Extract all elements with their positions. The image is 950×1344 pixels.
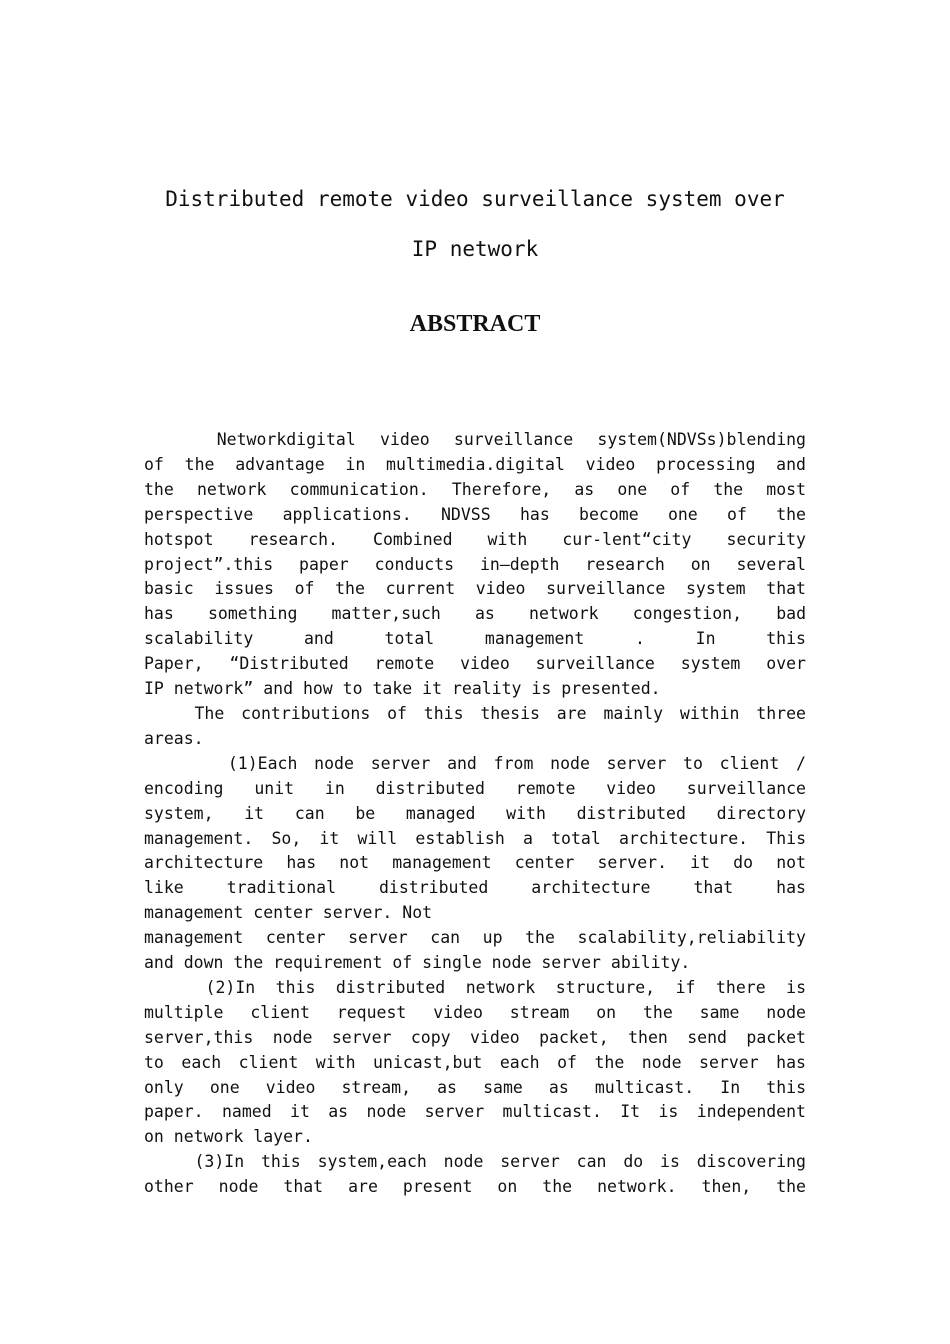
abstract-text-line: (2)In this distributed network structure, if there is	[144, 977, 806, 997]
abstract-text-line: other node that are present on the network. then, the	[144, 1177, 806, 1197]
abstract-text-line: hotspot research. Combined with cur-lent“city security	[144, 529, 806, 549]
abstract-text-line: (1)Each node server and from node server to client /	[144, 753, 806, 773]
abstract-text-line: on network layer.	[144, 1127, 313, 1147]
abstract-text-line: has something matter,such as network congestion, bad	[144, 604, 806, 624]
abstract-text-line: management. So, it will establish a total architecture. This	[144, 828, 806, 848]
abstract-text-line: paper. named it as node server multicast. It is independent	[144, 1102, 806, 1122]
abstract-text-line: like traditional distributed architecture that has	[144, 878, 806, 898]
abstract-text-line: basic issues of the current video surveillance system that	[144, 579, 806, 599]
abstract-text-line: scalability and total management . In this	[144, 629, 806, 649]
abstract-text-line: management center server can up the scalability,reliability	[144, 928, 806, 948]
abstract-text-line: IP network” and how to take it reality is presented.	[144, 679, 661, 699]
abstract-body	[144, 428, 806, 1200]
abstract-text-line: management center server. Not	[144, 903, 433, 923]
document-title-line-2: IP network	[411, 237, 539, 261]
abstract-text-line: server,this node server copy video packet, then send packet	[144, 1027, 806, 1047]
abstract-paragraph	[144, 428, 806, 702]
abstract-text-line: perspective applications. NDVSS has become one of the	[144, 504, 806, 524]
abstract-paragraph	[144, 976, 806, 1150]
abstract-paragraph	[144, 1150, 806, 1200]
abstract-text-line: (3)In this system,each node server can do is discovering	[144, 1152, 806, 1172]
abstract-text-line: and down the requirement of single node server ability.	[144, 953, 691, 973]
abstract-text-line: project”.this paper conducts in—depth research on several	[144, 554, 806, 574]
abstract-text-line: The contributions of this thesis are mainly within three	[144, 703, 806, 723]
abstract-text-line: Networkdigital video surveillance system(NDVSs)blending	[144, 430, 806, 449]
abstract-paragraph	[144, 702, 806, 752]
abstract-paragraph	[144, 752, 806, 976]
abstract-text-line: multiple client request video stream on the same node	[144, 1002, 806, 1022]
document-title-line-1: Distributed remote video surveillance system over	[165, 187, 785, 211]
abstract-text-line: areas.	[144, 728, 204, 748]
abstract-text-line: the network communication. Therefore, as one of the most	[144, 479, 806, 499]
abstract-text-line: Paper, “Distributed remote video surveillance system over	[144, 654, 806, 674]
abstract-heading: ABSTRACT	[409, 311, 541, 337]
abstract-text-line: to each client with unicast,but each of the node server has	[144, 1052, 806, 1072]
abstract-text-line: encoding unit in distributed remote video surveillance	[144, 778, 806, 798]
abstract-text-line: architecture has not management center server. it do not	[144, 853, 806, 873]
abstract-text-line: of the advantage in multimedia.digital video processing and	[144, 454, 806, 474]
abstract-text-line: only one video stream, as same as multicast. In this	[144, 1077, 806, 1097]
abstract-text-line: system, it can be managed with distributed directory	[144, 803, 806, 823]
